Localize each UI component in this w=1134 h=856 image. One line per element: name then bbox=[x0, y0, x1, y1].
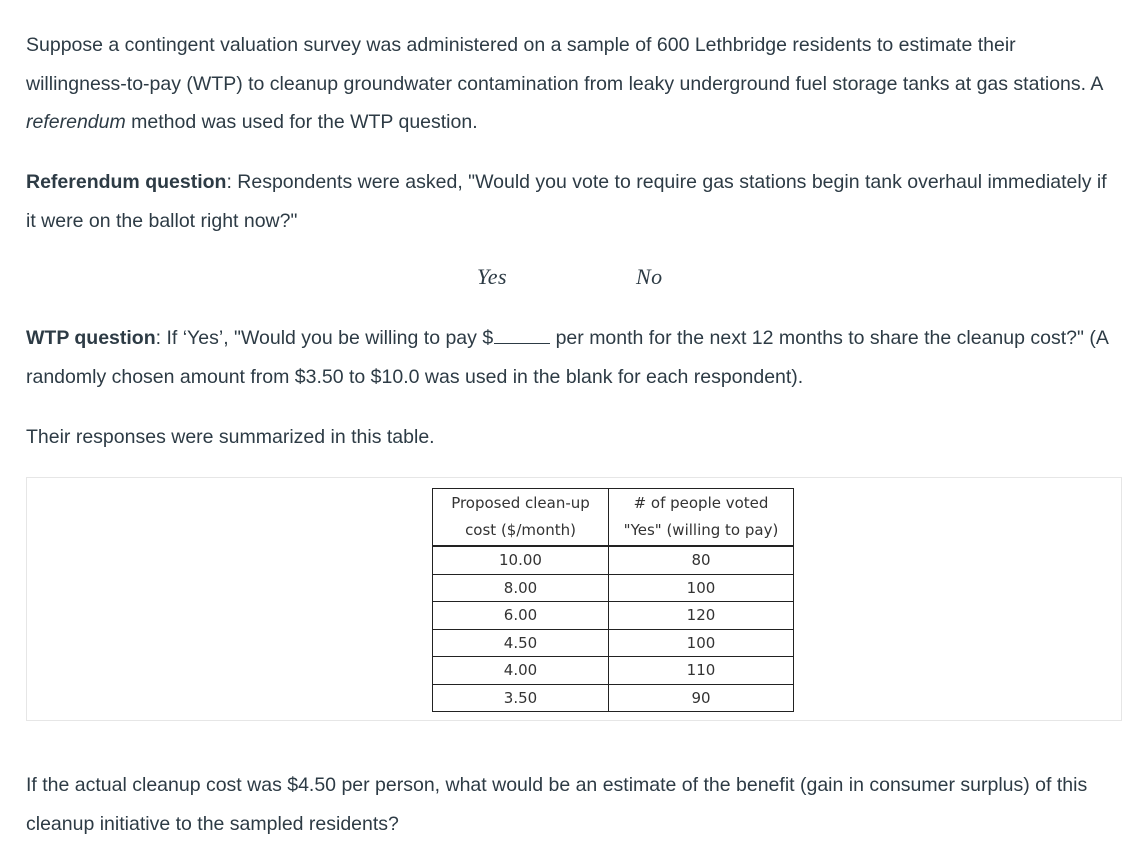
header-count bbox=[609, 489, 794, 547]
header-count-line2: "Yes" (willing to pay) bbox=[623, 521, 779, 539]
intro-text-part1: Suppose a contingent valuation survey was administered on a sample of 600 Lethbridge residents to estimate their willingness-to-pay (WTP) to cleanup groundwater contamination from leaky underground fuel storage tanks at gas stations. A bbox=[26, 34, 1103, 95]
cell-cost: 8.00 bbox=[433, 574, 609, 602]
wtp-label: WTP question bbox=[26, 327, 156, 349]
question-paragraph: If the actual cleanup cost was $4.50 per person, what would be an estimate of the benefit (gain in consumer surplus) of this cleanup initiative to the sampled residents? bbox=[26, 774, 1088, 835]
referendum-label: Referendum question bbox=[26, 171, 227, 193]
summary-text: Their responses were summarized in this table. bbox=[26, 426, 435, 448]
option-yes: Yes bbox=[477, 264, 508, 289]
cell-count: 100 bbox=[609, 574, 794, 602]
table-row bbox=[433, 657, 794, 685]
table-row bbox=[433, 684, 794, 712]
wtp-text-before: : If ‘Yes’, "Would you be willing to pay $ bbox=[155, 327, 494, 349]
header-cost-line1: Proposed clean-up bbox=[451, 494, 590, 512]
cell-count: 80 bbox=[609, 546, 794, 574]
intro-text-part2: method was used for the WTP question. bbox=[125, 111, 478, 133]
cell-cost: 10.00 bbox=[433, 546, 609, 574]
table-row bbox=[433, 574, 794, 602]
table-row bbox=[433, 629, 794, 657]
responses-table bbox=[432, 488, 794, 712]
cell-cost: 4.00 bbox=[433, 657, 609, 685]
cell-count: 120 bbox=[609, 602, 794, 630]
option-no: No bbox=[636, 264, 663, 289]
wtp-text-after: per month for the next 12 months to share the cleanup cost?" (A randomly chosen amount from $3.50 to $10.0 was used in the blank for each respondent). bbox=[26, 327, 1108, 388]
intro-emphasis: referendum bbox=[26, 111, 126, 133]
referendum-text: : Respondents were asked, "Would you vote to require gas stations begin tank overhaul immediately if it were on the ballot right now?" bbox=[26, 171, 1107, 232]
cell-cost: 4.50 bbox=[433, 629, 609, 657]
intro-paragraph bbox=[26, 26, 1121, 142]
cell-count: 100 bbox=[609, 629, 794, 657]
table-header-row bbox=[433, 489, 794, 547]
wtp-paragraph bbox=[26, 319, 1121, 396]
cell-cost: 6.00 bbox=[433, 602, 609, 630]
table-row bbox=[433, 602, 794, 630]
header-count-line1: # of people voted bbox=[633, 494, 769, 512]
header-cost-line2: cost ($/month) bbox=[465, 521, 576, 539]
cell-count: 110 bbox=[609, 657, 794, 685]
cell-count: 90 bbox=[609, 684, 794, 712]
cell-cost: 3.50 bbox=[433, 684, 609, 712]
table-row bbox=[433, 546, 794, 574]
wtp-blank bbox=[494, 342, 550, 344]
referendum-paragraph bbox=[26, 163, 1121, 240]
header-cost bbox=[433, 489, 609, 547]
